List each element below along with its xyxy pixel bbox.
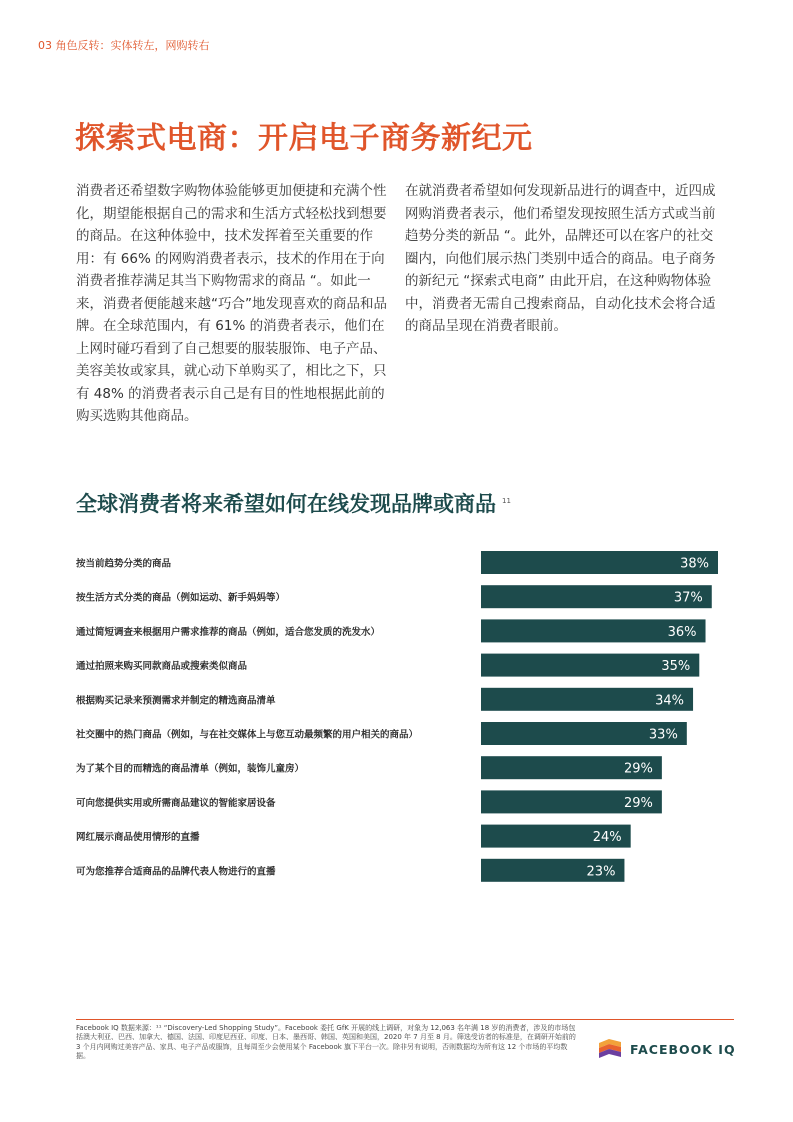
bar-value-label: 34% (655, 693, 685, 709)
section-label: 03 角色反转：实体转左，网购转右 (38, 39, 210, 52)
bar-value-label: 38% (680, 556, 709, 572)
category-label: 通过拍照来购买同款商品或搜索类似商品 (76, 661, 248, 673)
category-label: 根据购买记录来预测需求并制定的精选商品清单 (76, 695, 276, 707)
bar-value-label: 23% (586, 864, 616, 880)
category-label: 可为您推荐合适商品的品牌代表人物进行的直播 (76, 866, 276, 878)
footer-note: Facebook IQ 数据来源：¹¹ “Discovery-Led Shopping Study”。Facebook 委托 GfK 开展的线上调研，对象为 12,063 名年满 18 岁的消费者，涉及的市场包括澳大利亚、巴西、加拿大、德国、法国、印度尼西亚、印度、日本、墨西哥、韩国、英国和美国，2020 年 7 月至 8 月。筛选受访者的标准是，在调研开始前的 3 个月内网购过美容产品、家具、电子产品或服饰，且每周至少会使用某个 Facebook 旗下平台一次。除非另有说明，否则数据均为所有这 12 个市场的平均数据。 (76, 1024, 576, 1061)
category-label: 通过简短调查来根据用户需求推荐的商品（例如，适合您发质的洗发水） (76, 626, 381, 638)
page-title: 探索式电商：开启电子商务新纪元 (75, 121, 533, 156)
category-label: 按当前趋势分类的商品 (76, 558, 172, 570)
chart-footnote-ref: 11 (502, 497, 511, 505)
category-label: 按生活方式分类的商品（例如运动、新手妈妈等） (76, 592, 286, 604)
category-label: 为了某个目的而精选的商品清单（例如，装饰儿童房） (76, 763, 305, 775)
category-label: 可向您提供实用或所需商品建议的智能家居设备 (76, 797, 276, 809)
bar-value-label: 29% (623, 761, 653, 777)
footer-rule (76, 1019, 734, 1020)
bar-value-label: 35% (661, 659, 691, 675)
facebook-iq-logo (598, 1038, 736, 1060)
logo-text: FACEBOOK IQ (630, 1041, 736, 1057)
category-label: 社交圈中的热门商品（例如，与在社交媒体上与您互动最频繁的用户相关的商品） (76, 729, 419, 741)
bar-value-label: 33% (648, 727, 678, 743)
facebook-iq-logo-icon (598, 1038, 622, 1060)
body-text-left: 消费者还希望数字购物体验能够更加便捷和充满个性化，期望能根据自己的需求和生活方式轻松找到想要的商品。在这种体验中，技术发挥着至关重要的作用：有 66% 的网购消费者表示，技术的作用在于向消费者推荐满足其当下购物需求的商品 “。如此一来，消费者便能越来越“巧合”地发现喜欢的商品和品牌。在全球范围内，有 61% 的消费者表示，他们在上网时碰巧看到了自己想要的服装服饰、电子产品、美容美妆或家具，就心动下单购买了，相比之下，只有 48% 的消费者表示自己是有目的性地根据此前的购买选购其他商品。 (76, 183, 387, 424)
category-label: 网红展示商品使用情形的直播 (76, 832, 200, 844)
bar-value-label: 36% (667, 624, 697, 640)
bar-value-label: 37% (673, 590, 703, 606)
chart-title-text: 全球消费者将来希望如何在线发现品牌或商品 (76, 492, 496, 516)
bar-value-label: 29% (623, 795, 653, 811)
body-text-right: 在就消费者希望如何发现新品进行的调查中，近四成网购消费者表示，他们希望发现按照生活方式或当前趋势分类的新品 “。此外，品牌还可以在客户的社交圈内，向他们展示热门类别中适合的商品。电子商务的新纪元 “探索式电商” 由此开启，在这种购物体验中，消费者无需自己搜索商品，自动化技术会将合适的商品呈现在消费者眼前。 (405, 183, 716, 334)
bar-value-label: 24% (592, 830, 622, 846)
